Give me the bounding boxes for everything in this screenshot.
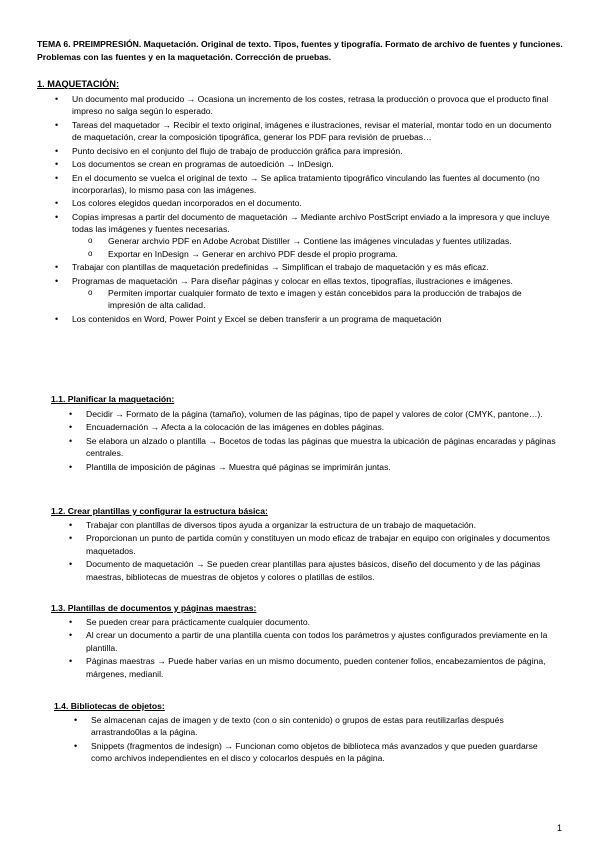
- list-item-text: Se almacenan cajas de imagen y de texto (con o sin contenido) o grupos de estas para reutilizarlas después arrastrando0las a la página.: [91, 715, 504, 738]
- sub-list-item-text: Permiten importar cualquier formato de texto e imagen y están concebidos para la producción de trabajos de impresión de alta calidad.: [108, 287, 522, 311]
- section-1-4-list: [74, 714, 561, 766]
- bullet-point: •: [55, 119, 59, 130]
- list-item-text: Páginas maestras → Puede haber varias en un mismo documento, pueden contener folios, encabezamientos de página, márgenes, medianil.: [86, 656, 546, 679]
- bullet-point: •: [55, 145, 59, 156]
- list-item-text: Encuadernación → Afecta a la colocación de las imágenes en dobles páginas.: [86, 422, 385, 433]
- bullet-point: •: [55, 275, 59, 286]
- section-1-4-heading: 1.4. Bibliotecas de objetos:: [54, 701, 165, 711]
- sub-bullet-point: o: [88, 287, 93, 297]
- list-item-text: Se elabora un alzado o plantilla → Bocetos de todas las páginas que muestra la ubicación de páginas encaradas y páginas centrales.: [86, 435, 556, 459]
- section-1-1-heading: 1.1. Planificar la maquetación:: [51, 394, 175, 404]
- list-item: [55, 211, 559, 260]
- bullet-point: •: [55, 313, 59, 324]
- list-item: [69, 435, 561, 460]
- list-item: [69, 519, 563, 531]
- list-item: [55, 197, 559, 209]
- sub-list-item: [88, 235, 533, 247]
- list-item: [69, 558, 563, 583]
- bullet-point: •: [69, 520, 73, 530]
- list-item-text: Los documentos se crean en programas de autoedición → InDesign.: [72, 159, 334, 170]
- list-item-text: Snippets (fragmentos de indesign) → Funcionan como objetos de biblioteca más avanzados y que pueden guardarse como archivos independientes en el disco y colocarlos después en la página.: [91, 740, 538, 764]
- bullet-point: •: [69, 630, 73, 641]
- list-item-text: Al crear un documento a partir de una plantilla cuenta con todos los parámetros y ajustes configurados previamente en la plantilla.: [86, 630, 548, 653]
- list-item: [74, 714, 561, 739]
- list-item-text: Los contenidos en Word, Power Point y Excel se deben transferir a un programa de maquetación: [72, 313, 442, 324]
- sub-bullet-point: o: [88, 236, 93, 246]
- list-item-text: Copias impresas a partir del documento de maquetación → Mediante archivo PostScript enviado a la impresora y que incluye todas las imágenes y fuentes necesarias.: [72, 211, 550, 235]
- section-1-1-list: [69, 408, 561, 474]
- list-item: [69, 655, 556, 680]
- list-item: [55, 172, 559, 197]
- bullet-point: •: [69, 617, 73, 627]
- list-item-text: Un documento mal producido → Ocasiona un incremento de los costes, retrasa la producción o provoca que el producto final impreso no salga según lo esperado.: [72, 94, 549, 117]
- list-item-text: En el documento se vuelca el original de texto → Se aplica tratamiento tipográfico vinculando las fuentes al documento (no incorporarlas), lo mismo pasa con las imágenes.: [72, 172, 540, 195]
- bullet-point: •: [74, 740, 78, 751]
- bullet-point: •: [69, 656, 73, 667]
- sub-bullet-point: o: [88, 248, 93, 258]
- list-item: [69, 616, 556, 628]
- bullet-point: •: [69, 435, 73, 446]
- list-item-text: Programas de maquetación → Para diseñar páginas y colocar en ellas textos, tipografías, ilustraciones e imágenes.: [72, 275, 513, 286]
- sub-list-item-text: Generar archvio PDF en Adobe Acrobat Distiller → Contiene las imágenes vinculadas y fuentes utilizadas.: [108, 236, 512, 247]
- list-item-text: Decidir → Formato de la página (tamaño), volumen de las páginas, tipo de papel y valores de color (CMYK, pantone…).: [86, 409, 543, 419]
- page-number: 1: [557, 823, 563, 833]
- list-item-text: Tareas del maquetador → Recibir el texto original, imágenes e ilustraciones, revisar el material, montar todo en un documento de maquetación, crear la composición tipográfica, generar los PDF para revisión de pruebas…: [72, 119, 552, 143]
- list-item: [55, 119, 559, 144]
- list-item-text: Proporcionan un punto de partida común y constituyen un modo eficaz de trabajar en equipo con originales y documentos maquetados.: [86, 533, 550, 556]
- list-item: [69, 461, 561, 473]
- list-item: [55, 261, 559, 273]
- bullet-point: •: [55, 262, 59, 273]
- list-item: [69, 408, 561, 420]
- list-item-text: Trabajar con plantillas de diversos tipos ayuda a organizar la estructura de un trabajo de maquetación.: [86, 520, 476, 530]
- section-1-3-heading: 1.3. Plantillas de documentos y páginas maestras:: [51, 603, 257, 613]
- sub-list-item: [88, 248, 533, 260]
- list-item: [55, 93, 559, 118]
- list-item-text: Los colores elegidos quedan incorporados en el documento.: [72, 198, 302, 209]
- section-1-heading: 1. MAQUETACIÓN:: [37, 79, 120, 89]
- section-1-list: [55, 93, 559, 326]
- sub-list-item: [88, 287, 533, 312]
- bullet-point: •: [55, 172, 59, 183]
- list-item: [55, 275, 559, 312]
- bullet-point: •: [69, 422, 73, 433]
- list-item-text: Documento de maquetación → Se pueden crear plantillas para ajustes básicos, diseño del documento y de las páginas maestras, bibliotecas de muestras de objetos y colores o platillas de estilos.: [86, 559, 541, 582]
- list-item: [55, 158, 559, 170]
- list-item: [69, 629, 556, 654]
- bullet-point: •: [69, 533, 73, 544]
- list-item: [74, 740, 561, 765]
- sub-list-item-text: Exportar en InDesign → Generar en archivo PDF desde el propio programa.: [108, 248, 398, 259]
- document-title: TEMA 6. PREIMPRESIÓN. Maquetación. Original de texto. Tipos, fuentes y tipografía. Formato de archivo de fuentes y funciones. Problemas con las fuentes y en la maquetación. Corrección de pruebas.: [37, 39, 563, 62]
- bullet-point: •: [69, 461, 73, 472]
- bullet-point: •: [55, 198, 59, 209]
- list-item: [69, 421, 561, 433]
- bullet-point: •: [55, 211, 59, 222]
- bullet-point: •: [55, 159, 59, 170]
- list-item-text: Plantilla de imposición de páginas → Muestra qué páginas se imprimirán juntas.: [86, 461, 391, 472]
- section-1-2-heading: 1.2. Crear plantillas y configurar la estructura básica:: [51, 506, 268, 516]
- list-item-text: Punto decisivo en el conjunto del flujo de trabajo de producción gráfica para impresión.: [72, 145, 403, 156]
- bullet-point: •: [74, 715, 78, 725]
- section-1-2-list: [69, 519, 563, 584]
- list-item: [55, 313, 559, 325]
- list-item: [55, 145, 559, 157]
- bullet-point: •: [69, 559, 73, 570]
- bullet-point: •: [55, 94, 59, 104]
- list-item-text: Se pueden crear para prácticamente cualquier documento.: [86, 617, 311, 627]
- section-1-3-list: [69, 616, 556, 681]
- list-item: [69, 532, 563, 557]
- list-item-text: Trabajar con plantillas de maquetación predefinidas → Simplifican el trabajo de maquetación y es más eficaz.: [72, 262, 489, 273]
- bullet-point: •: [69, 409, 73, 419]
